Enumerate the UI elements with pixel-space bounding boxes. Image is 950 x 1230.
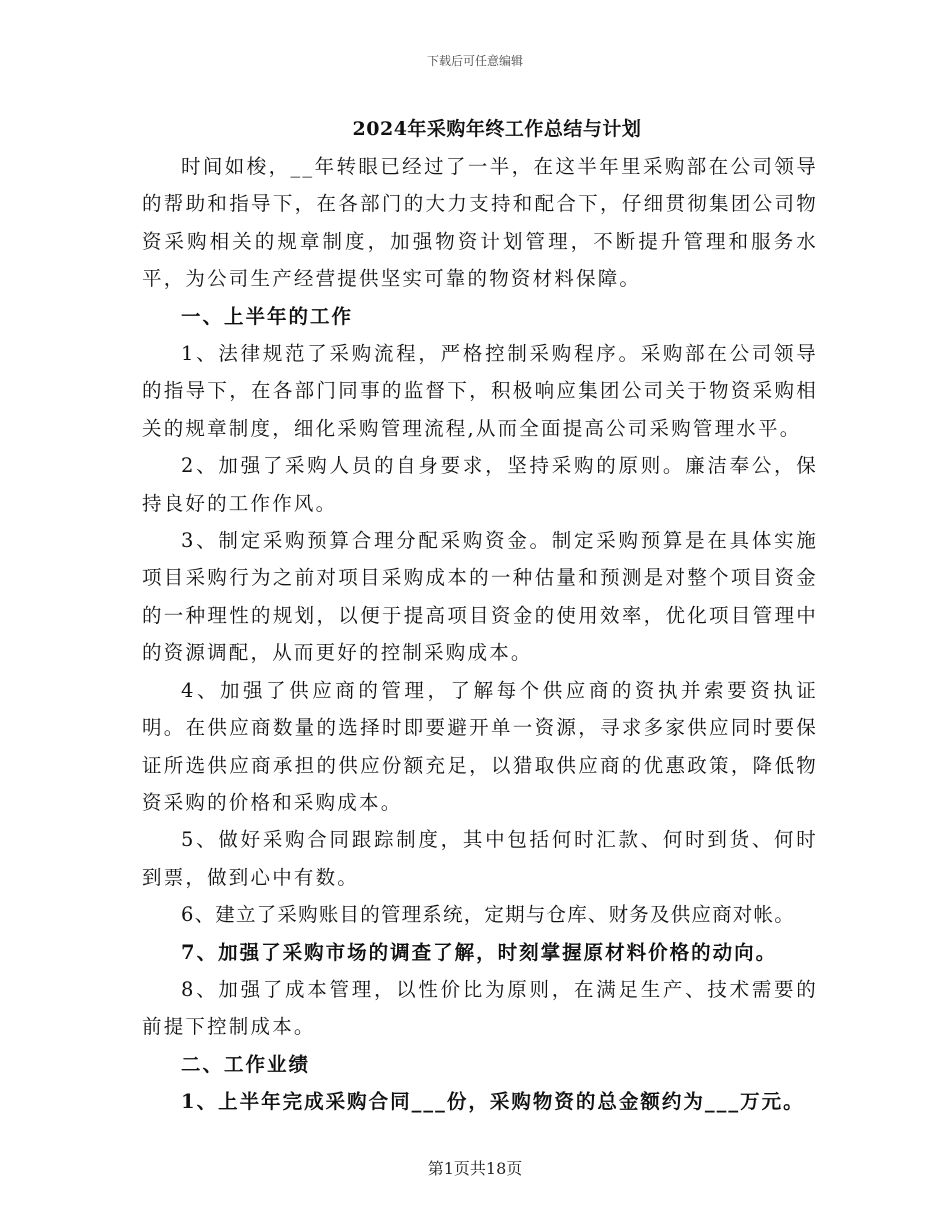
achievement-item-1: 1、上半年完成采购合同___份，采购物资的总金额约为___万元。 (181, 1090, 805, 1114)
work-item-2: 2、加强了采购人员的自身要求，坚持采购的原则。廉洁奉公，保持良好的工作作风。 (142, 454, 818, 515)
work-item-3: 3、制定采购预算合理分配采购资金。制定采购预算是在具体实施项目采购行为之前对项目采购成本的一种估量和预测是对整个项目资金的一种理性的规划，以便于提高项目资金的使用效率，优化项目管理中的资源调配，从而更好的控制采购成本。 (142, 529, 818, 665)
work-item-6: 6、建立了采购账目的管理系统，定期与仓库、财务及供应商对帐。 (181, 903, 795, 927)
section-heading-first-half-work: 一、上半年的工作 (181, 304, 354, 328)
intro-paragraph: 时间如梭，__年转眼已经过了一半，在这半年里采购部在公司领导的帮助和指导下，在各部门的大力支持和配合下，仔细贯彻集团公司物资采购相关的规章制度，加强物资计划管理，不断提升管理和服务水平，为公司生产经营提供坚实可靠的物资材料保障。 (142, 155, 818, 291)
document-title: 2024年采购年终工作总结与计划 (352, 118, 642, 140)
page-footer-number: 第1页共18页 (427, 1159, 523, 1178)
work-item-7: 7、加强了采购市场的调查了解，时刻掌握原材料价格的动向。 (181, 940, 778, 964)
work-item-1: 1、法律规范了采购流程，严格控制采购程序。采购部在公司领导的指导下，在各部门同事的监督下，积极响应集团公司关于物资采购相关的规章制度，细化采购管理流程,从而全面提高公司采购管理水平。 (142, 342, 818, 440)
work-item-5: 5、做好采购合同跟踪制度，其中包括何时汇款、何时到货、何时到票，做到心中有数。 (142, 828, 818, 889)
document-body (142, 110, 818, 1121)
section-heading-achievements: 二、工作业绩 (181, 1052, 311, 1076)
work-item-8: 8、加强了成本管理，以性价比为原则，在满足生产、技术需要的前提下控制成本。 (142, 977, 818, 1039)
work-item-4: 4、加强了供应商的管理，了解每个供应商的资执并索要资执证明。在供应商数量的选择时即要避开单一资源，寻求多家供应同时要保证所选供应商承担的供应份额充足，以猎取供应商的优惠政策，降低物资采购的价格和采购成本。 (142, 678, 818, 814)
page-header-note: 下载后可任意编辑 (426, 54, 523, 68)
